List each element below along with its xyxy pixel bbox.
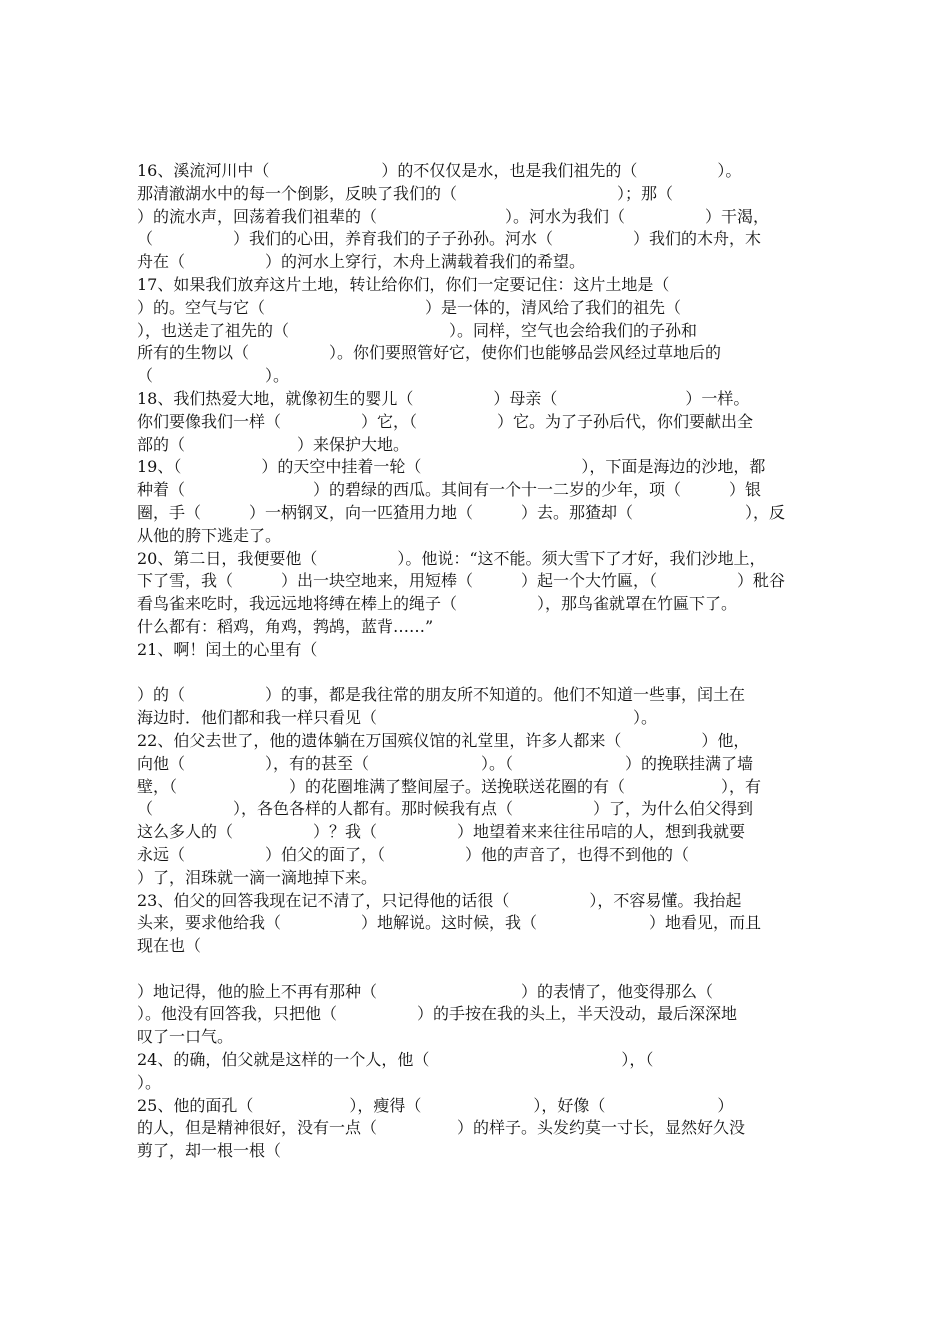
q16-line-2: 那清澈湖水中的每一个倒影，反映了我们的（ ）；那（ <box>137 183 674 203</box>
q23-line-2: 头来，要求他给我（ ）地解说。这时候，我（ ）地看见，而且 <box>137 913 762 933</box>
q16-line-4: （ ）我们的心田，养育我们的子子孙孙。河水（ ）我们的木舟，木 <box>137 229 762 249</box>
q17-line-1: 17、如果我们放弃这片土地，转让给你们，你们一定要记住：这片土地是（ <box>137 274 670 294</box>
q22-line-4: （ ），各色各样的人都有。那时候我有点（ ）了，为什么伯父得到 <box>137 799 754 819</box>
q17-line-3: ），也送走了祖先的（ ）。同样，空气也会给我们的子孙和 <box>137 320 698 340</box>
q20-line-4: 什么都有：稻鸡，角鸡，鹁鸪，蓝背……” <box>137 616 434 636</box>
blank-gap-2 <box>137 958 827 981</box>
q19-line-2: 种着（ ）的碧绿的西瓜。其间有一个十一二岁的少年，项（ ）银 <box>137 480 762 500</box>
q22-line-2: 向他（ ），有的甚至（ ）。（ ）的挽联挂满了墙 <box>137 753 754 773</box>
q16-line-1: 16、溪流河川中（ ）的不仅仅是水，也是我们祖先的（ ）。 <box>137 161 742 180</box>
q17-line-5: （ ）。 <box>137 366 290 386</box>
q19-line-1: 19、（ ）的天空中挂着一轮（ ），下面是海边的沙地，都 <box>137 457 766 477</box>
q22-line-7: ）了，泪珠就一滴一滴地掉下来。 <box>137 867 378 887</box>
q25-line-1: 25、他的面孔（ ），瘦得（ ），好像（ ） <box>137 1095 734 1115</box>
q22-line-3: 壁，（ ）的花圈堆满了整间屋子。送挽联送花圈的有（ ），有 <box>137 776 762 796</box>
q22-line-1: 22、伯父去世了，他的遗体躺在万国殡仪馆的礼堂里，许多人都来（ ）他， <box>137 730 750 750</box>
q19-line-3: 圈，手（ ）一柄钢叉，向一匹猹用力地（ ）去。那猹却（ ），反 <box>137 502 786 522</box>
q18-line-2: 你们要像我们一样（ ）它，（ ）它。为了子孙后代，你们要献出全 <box>137 411 754 431</box>
q20-line-1: 20、第二日，我便要他（ ）。他说：“这不能。须大雪下了才好，我们沙地上， <box>137 548 766 568</box>
q21-line-1: 21、啊！闰土的心里有（ <box>137 639 318 659</box>
q22-line-5: 这么多人的（ ）？我（ ）地望着来来往往吊唁的人，想到我就要 <box>137 822 746 842</box>
q18-line-1: 18、我们热爱大地，就像初生的婴儿（ ）母亲（ ）一样。 <box>137 388 750 408</box>
q16-line-5: 舟在（ ）的河水上穿行，木舟上满载着我们的希望。 <box>137 252 586 272</box>
q25-line-2: 的人，但是精神很好，没有一点（ ）的样子。头发约莫一寸长，显然好久没 <box>137 1118 746 1138</box>
q23-line-4: ）地记得，他的脸上不再有那种（ ）的表情了，他变得那么（ <box>137 981 714 1001</box>
q20-line-3: 看鸟雀来吃时，我远远地将缚在棒上的绳子（ ），那鸟雀就罩在竹匾下了。 <box>137 594 738 614</box>
q23-line-3: 现在也（ <box>137 936 202 956</box>
q23-line-6: 叹了一口气。 <box>137 1027 234 1047</box>
q17-line-2: ）的。空气与它（ ）是一体的，清风给了我们的祖先（ <box>137 297 682 317</box>
q25-line-3: 剪了，却一根一根（ <box>137 1141 282 1161</box>
q20-line-2: 下了雪，我（ ）出一块空地来，用短棒（ ）起一个大竹匾，（ ）秕谷 <box>137 571 786 591</box>
q24-line-1: 24、的确，伯父就是这样的一个人，他（ ），（ <box>137 1050 654 1070</box>
worksheet-page <box>137 160 827 1163</box>
q24-line-2: ）。 <box>137 1072 162 1092</box>
q19-line-4: 从他的胯下逃走了。 <box>137 525 282 545</box>
q23-line-5: ）。他没有回答我，只把他（ ）的手按在我的头上，半天没动，最后深深地 <box>137 1004 738 1024</box>
q23-line-1: 23、伯父的回答我现在记不清了，只记得他的话很（ ），不容易懂。我抬起 <box>137 890 742 910</box>
q17-line-4: 所有的生物以（ ）。你们要照管好它，使你们也能够品尝风经过草地后的 <box>137 343 722 363</box>
q21-line-2: ）的（ ）的事，都是我往常的朋友所不知道的。他们不知道一些事，闰土在 <box>137 685 746 705</box>
q21-line-3: 海边时．他们都和我一样只看见（ ）。 <box>137 708 658 728</box>
q16-line-3: ）的流水声，回荡着我们祖辈的（ ）。河水为我们（ ）干渴， <box>137 206 770 226</box>
blank-gap-1 <box>137 662 827 685</box>
q18-line-3: 部的（ ）来保护大地。 <box>137 434 410 454</box>
q22-line-6: 永远（ ）伯父的面了，（ ）他的声音了，也得不到他的（ <box>137 844 690 864</box>
